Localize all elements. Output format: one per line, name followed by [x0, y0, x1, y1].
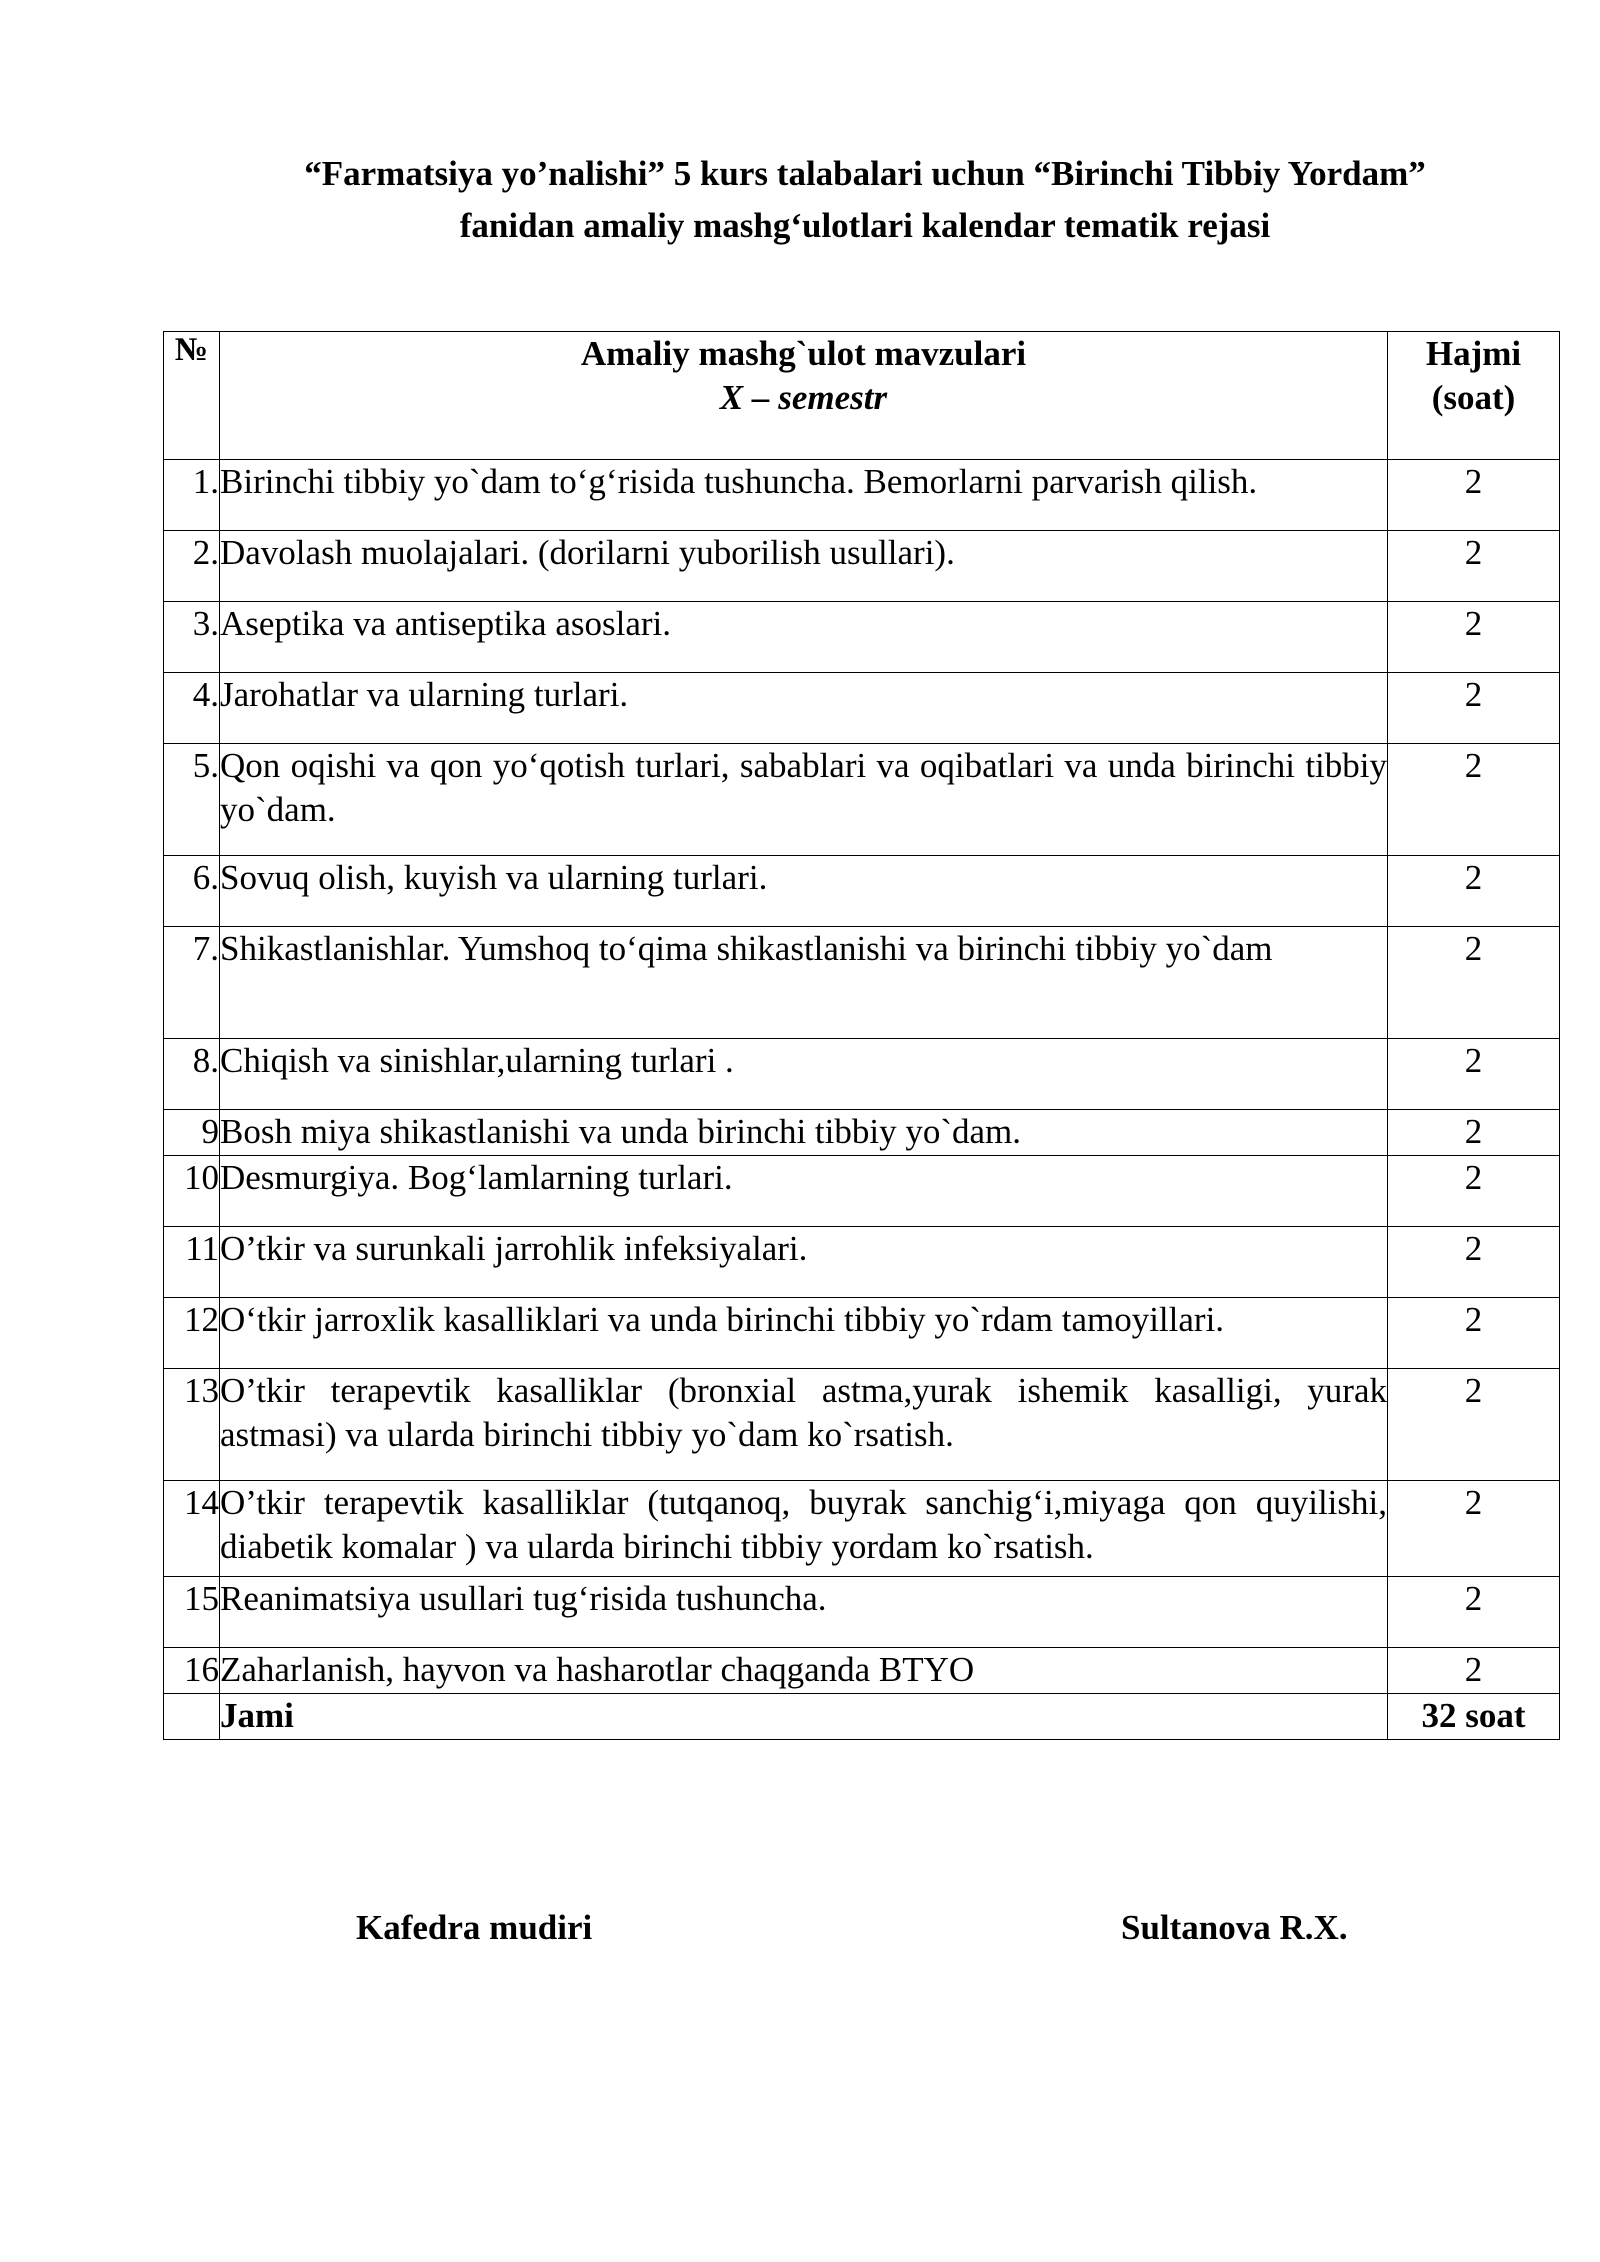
row-topic: Zaharlanish, hayvon va hasharotlar chaqganda BTYO	[220, 1648, 1388, 1694]
row-topic: Desmurgiya. Bog‘lamlarning turlari.	[220, 1156, 1388, 1227]
row-topic: Bosh miya shikastlanishi va unda birinchi tibbiy yo`dam.	[220, 1110, 1388, 1156]
row-topic: O’tkir terapevtik kasalliklar (tutqanoq, buyrak sanchig‘i,miyaga qon quyilishi, diabetik komalar ) va ularda birinchi tibbiy yordam ko`rsatish.	[220, 1481, 1388, 1577]
row-number: 10	[164, 1156, 220, 1227]
header-number: №	[164, 332, 220, 460]
row-hours: 2	[1388, 927, 1560, 1039]
row-hours: 2	[1388, 1648, 1560, 1694]
total-hours: 32 soat	[1388, 1694, 1560, 1740]
row-number: 5.	[164, 744, 220, 856]
header-topic	[220, 332, 1388, 460]
header-semester: X – semestr	[719, 378, 888, 417]
table-row	[164, 1039, 1560, 1110]
table-row	[164, 460, 1560, 531]
total-number-cell	[164, 1694, 220, 1740]
table-row	[164, 1298, 1560, 1369]
row-topic: Reanimatsiya usullari tug‘risida tushuncha.	[220, 1577, 1388, 1648]
row-topic: Birinchi tibbiy yo`dam to‘g‘risida tushuncha. Bemorlarni parvarish qilish.	[220, 460, 1388, 531]
row-number: 1.	[164, 460, 220, 531]
table-row	[164, 1369, 1560, 1481]
total-label: Jami	[220, 1694, 1388, 1740]
table-row	[164, 1648, 1560, 1694]
row-hours: 2	[1388, 602, 1560, 673]
row-hours: 2	[1388, 1369, 1560, 1481]
header-hours	[1388, 332, 1560, 460]
title-line-1: “Farmatsiya yo’nalishi” 5 kurs talabalari uchun “Birinchi Tibbiy Yordam”	[304, 154, 1426, 193]
header-hours-label: Hajmi	[1425, 334, 1522, 373]
lesson-plan-table	[163, 331, 1560, 1740]
table-row	[164, 1110, 1560, 1156]
row-hours: 2	[1388, 856, 1560, 927]
row-hours: 2	[1388, 531, 1560, 602]
table-header-row	[164, 332, 1560, 460]
table-row	[164, 1577, 1560, 1648]
table-row	[164, 1481, 1560, 1577]
row-topic: Jarohatlar va ularning turlari.	[220, 673, 1388, 744]
row-number: 16	[164, 1648, 220, 1694]
row-hours: 2	[1388, 1156, 1560, 1227]
row-hours: 2	[1388, 460, 1560, 531]
table-row	[164, 1227, 1560, 1298]
row-topic: O‘tkir jarroxlik kasalliklari va unda birinchi tibbiy yo`rdam tamoyillari.	[220, 1298, 1388, 1369]
signature-position: Kafedra mudiri	[356, 1908, 593, 1947]
table-row	[164, 602, 1560, 673]
row-number: 13	[164, 1369, 220, 1481]
row-hours: 2	[1388, 744, 1560, 856]
row-topic: Sovuq olish, kuyish va ularning turlari.	[220, 856, 1388, 927]
header-topic-label: Amaliy mashg`ulot mavzulari	[580, 334, 1027, 373]
row-topic: Shikastlanishlar. Yumshoq to‘qima shikastlanishi va birinchi tibbiy yo`dam	[220, 927, 1388, 1039]
row-topic: Aseptika va antiseptika asoslari.	[220, 602, 1388, 673]
signature-name: Sultanova R.X.	[1121, 1908, 1348, 1947]
row-number: 7.	[164, 927, 220, 1039]
row-hours: 2	[1388, 1227, 1560, 1298]
row-topic: O’tkir terapevtik kasalliklar (bronxial astma,yurak ishemik kasalligi, yurak astmasi) va ularda birinchi tibbiy yo`dam ko`rsatish.	[220, 1369, 1388, 1481]
row-hours: 2	[1388, 1110, 1560, 1156]
header-hours-unit: (soat)	[1431, 378, 1516, 417]
row-topic: Chiqish va sinishlar,ularning turlari .	[220, 1039, 1388, 1110]
row-number: 12	[164, 1298, 220, 1369]
row-number: 14	[164, 1481, 220, 1577]
table-row	[164, 1156, 1560, 1227]
table-row	[164, 531, 1560, 602]
row-topic: O’tkir va surunkali jarrohlik infeksiyalari.	[220, 1227, 1388, 1298]
row-hours: 2	[1388, 673, 1560, 744]
row-number: 4.	[164, 673, 220, 744]
row-number: 11	[164, 1227, 220, 1298]
row-number: 3.	[164, 602, 220, 673]
table-row	[164, 673, 1560, 744]
row-hours: 2	[1388, 1039, 1560, 1110]
total-row	[164, 1694, 1560, 1740]
row-topic: Davolash muolajalari. (dorilarni yuborilish usullari).	[220, 531, 1388, 602]
title-line-2: fanidan amaliy mashg‘ulotlari kalendar tematik rejasi	[459, 206, 1271, 245]
row-number: 2.	[164, 531, 220, 602]
row-number: 8.	[164, 1039, 220, 1110]
row-hours: 2	[1388, 1577, 1560, 1648]
document-title	[0, 148, 1600, 252]
row-number: 15	[164, 1577, 220, 1648]
table-row	[164, 856, 1560, 927]
row-number: 6.	[164, 856, 220, 927]
table-row	[164, 927, 1560, 1039]
row-number: 9	[164, 1110, 220, 1156]
row-topic: Qon oqishi va qon yo‘qotish turlari, sabablari va oqibatlari va unda birinchi tibbiy yo`dam.	[220, 744, 1388, 856]
table-row	[164, 744, 1560, 856]
row-hours: 2	[1388, 1481, 1560, 1577]
row-hours: 2	[1388, 1298, 1560, 1369]
